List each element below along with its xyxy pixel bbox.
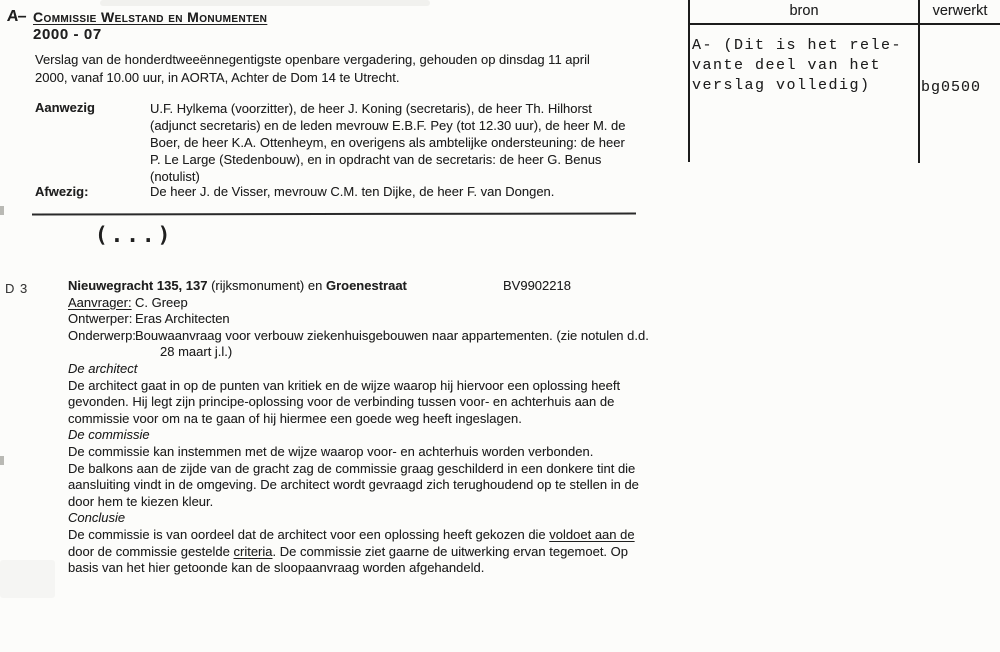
section-architect-text — [68, 378, 680, 428]
text-line: (notulist) — [150, 169, 200, 184]
ontwerper-label: Ontwerper: — [68, 311, 133, 327]
text-line: 2000, vanaf 10.00 uur, in AORTA, Achter de Dom 14 te Utrecht. — [35, 70, 400, 85]
text-line: Verslag van de honderdtweeënnegentigste openbare vergadering, gehouden op dinsdag 11 april — [35, 52, 590, 67]
present-names — [150, 100, 625, 185]
conclusie-line: door de commissie gestelde criteria. De commissie ziet gaarne de uitwerking ervan tegemoet. Op — [68, 543, 629, 559]
field-aanvrager — [68, 295, 680, 312]
ontwerper-value: Eras Architecten — [135, 311, 230, 327]
section-commissie-text — [68, 444, 680, 510]
section-divider — [32, 212, 636, 215]
aanvrager-value: C. Greep — [135, 294, 188, 310]
section-heading-architect: De architect — [68, 360, 138, 376]
scan-smudge — [0, 560, 55, 598]
text-line: P. Le Large (Stedenbouw), en in opdracht van de secretaris: de heer G. Benus — [150, 152, 602, 167]
field-ontwerper — [68, 311, 680, 328]
absent-names: De heer J. de Visser, mevrouw C.M. ten Dijke, de heer F. van Dongen. — [150, 184, 555, 199]
conclusie-line: De commissie is van oordeel dat de architect voor een oplossing heeft gekozen die voldoet aan de — [68, 526, 635, 542]
bron-annotation — [692, 36, 902, 96]
text-line: verslag volledig) — [692, 77, 871, 94]
onderwerp-value: Bouwaanvraag voor verbouw ziekenhuisgebouwen naar appartementen. (zie notulen d.d. — [135, 327, 649, 343]
onderwerp-value-continued: 28 maart j.l.) — [160, 344, 233, 360]
verwerkt-column-header: verwerkt — [932, 3, 988, 19]
text-line: commissie voor om na te gaan of hij hiermee een goede weg heeft ingeslagen. — [68, 410, 522, 426]
text-line: vante deel van het — [692, 57, 882, 74]
text-line: (adjunct secretaris) en de leden mevrouw E.B.F. Pey (tot 12.30 uur), de heer M. de — [150, 118, 626, 133]
agenda-item-code: D 3 — [5, 281, 29, 296]
onderwerp-label: Onderwerp: — [68, 327, 136, 343]
text-line: De commissie kan instemmen met de wijze waarop voor- en achterhuis worden verbonden. — [68, 443, 594, 459]
meeting-intro — [35, 51, 590, 87]
text-line: U.F. Hylkema (voorzitter), de heer J. Koning (secretaris), de heer Th. Hilhorst — [150, 101, 592, 116]
text-line: A- (Dit is het rele- — [692, 37, 903, 54]
agenda-item-body — [68, 278, 680, 577]
text-line: door hem te kiezen kleur. — [68, 493, 214, 509]
document-title: Commissie Welstand en Monumenten — [33, 9, 268, 25]
present-label: Aanwezig — [35, 100, 95, 115]
text-line: gevonden. Hij legt zijn principe-oplossing voor de verbinding tussen voor- en achterhuis aan de — [68, 394, 615, 410]
scan-smudge — [100, 0, 430, 6]
text-line: Boer, de heer K.A. Ottenheym, en overigens als ambtelijke ondersteuning: de heer — [150, 135, 625, 150]
section-heading-conclusie: Conclusie — [68, 510, 126, 526]
text-line: aansluiting vindt in de omgeving. De architect wordt gevraagd zich terughoudend op te stellen in de — [68, 477, 639, 493]
margin-mark: A– — [6, 8, 27, 25]
section-heading-commissie: De commissie — [68, 427, 150, 443]
case-reference: BV9902218 — [503, 278, 571, 293]
omission-mark: (...) — [95, 223, 174, 247]
table-header-divider — [688, 23, 1000, 25]
aanvrager-label: Aanvrager: — [68, 294, 132, 310]
scan-artifact — [0, 206, 4, 215]
scan-artifact — [0, 456, 4, 465]
verwerkt-code: bg0500 — [921, 79, 982, 96]
bron-column-header: bron — [789, 3, 819, 19]
agenda-item-title-text: Nieuwegracht 135, 137 (rijksmonument) en Groenestraat — [68, 278, 407, 293]
document-number: 2000 - 07 — [33, 26, 102, 43]
text-line: De balkons aan de zijde van de gracht zag de commissie graag geschilderd in een donkere tint die — [68, 460, 636, 476]
absent-label: Afwezig: — [35, 184, 89, 199]
conclusie-line: basis van het hier getoonde kan de sloopaanvraag worden afgehandeld. — [68, 560, 485, 576]
agenda-item-title — [68, 278, 680, 295]
field-onderwerp — [68, 328, 680, 345]
text-line: De architect gaat in op de punten van kritiek en de wijze waarop hij hiervoor een oplossing heeft — [68, 377, 621, 393]
